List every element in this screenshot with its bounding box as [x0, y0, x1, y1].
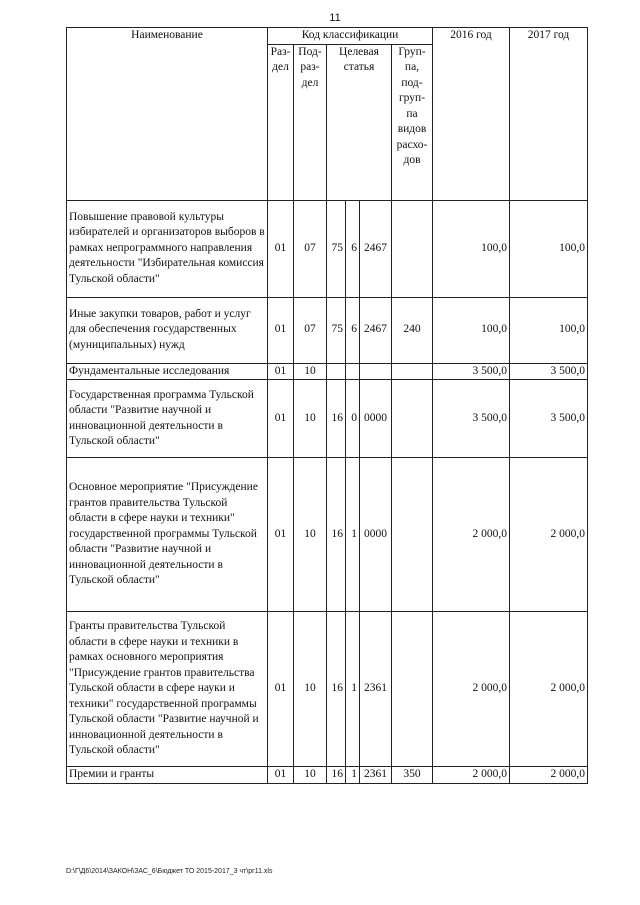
row-target-program: 16 — [327, 767, 346, 784]
row-target-direction: 2467 — [360, 297, 392, 363]
header-name: Наименование — [67, 28, 268, 201]
row-name: Повышение правовой культуры избирателей и организаторов выборов в рамках непрограммного направления деятельности "Избирательная комиссия Тульской области" — [67, 200, 268, 297]
row-subsection: 10 — [294, 458, 327, 612]
row-name: Иные закупки товаров, работ и услуг для обеспечения государственных (муниципальных) нужд — [67, 297, 268, 363]
row-target-direction — [360, 363, 392, 380]
row-value-2016: 2 000,0 — [433, 612, 510, 767]
table-row — [67, 380, 588, 458]
row-group: 350 — [392, 767, 433, 784]
table-row — [67, 767, 588, 784]
row-target-direction: 0000 — [360, 458, 392, 612]
row-target-direction: 0000 — [360, 380, 392, 458]
header-section: Раз-дел — [268, 44, 294, 200]
row-target-program: 75 — [327, 200, 346, 297]
row-target-program: 16 — [327, 380, 346, 458]
row-value-2017: 2 000,0 — [510, 458, 588, 612]
header-year-2016: 2016 год — [433, 28, 510, 201]
row-section: 01 — [268, 767, 294, 784]
row-group — [392, 612, 433, 767]
row-subsection: 07 — [294, 297, 327, 363]
row-value-2017: 3 500,0 — [510, 380, 588, 458]
row-section: 01 — [268, 380, 294, 458]
header-target: Целевая статья — [327, 44, 392, 200]
row-section: 01 — [268, 200, 294, 297]
row-group — [392, 363, 433, 380]
row-target-direction: 2467 — [360, 200, 392, 297]
row-target-subprogram — [346, 363, 360, 380]
row-subsection: 10 — [294, 380, 327, 458]
row-value-2016: 100,0 — [433, 200, 510, 297]
table-body — [67, 200, 588, 784]
header-group: Груп-па, под-груп-па видов расхо-дов — [392, 44, 433, 200]
row-subsection: 10 — [294, 767, 327, 784]
row-section: 01 — [268, 297, 294, 363]
row-target-program: 16 — [327, 458, 346, 612]
row-value-2017: 2 000,0 — [510, 612, 588, 767]
row-target-program: 16 — [327, 612, 346, 767]
row-group — [392, 458, 433, 612]
table-row — [67, 363, 588, 380]
row-section: 01 — [268, 458, 294, 612]
row-target-direction: 2361 — [360, 767, 392, 784]
footer-file-path: D:\Г\Д6\2014\ЗАКОН\ЗАС_6\Бюджет ТО 2015-2017_3 чт\рг11.xls — [66, 868, 273, 875]
row-value-2016: 2 000,0 — [433, 767, 510, 784]
table-row — [67, 612, 588, 767]
row-section: 01 — [268, 612, 294, 767]
table-row — [67, 458, 588, 612]
table-row — [67, 200, 588, 297]
row-target-subprogram: 6 — [346, 200, 360, 297]
header-year-2017: 2017 год — [510, 28, 588, 201]
row-subsection: 10 — [294, 612, 327, 767]
header-subsection: Под-раз-дел — [294, 44, 327, 200]
row-value-2017: 100,0 — [510, 200, 588, 297]
row-value-2017: 3 500,0 — [510, 363, 588, 380]
row-value-2017: 2 000,0 — [510, 767, 588, 784]
row-group: 240 — [392, 297, 433, 363]
row-subsection: 10 — [294, 363, 327, 380]
row-target-direction: 2361 — [360, 612, 392, 767]
row-target-subprogram: 6 — [346, 297, 360, 363]
page-number: 11 — [329, 12, 341, 24]
row-name: Гранты правительства Тульской области в сфере науки и техники в рамках основного мероприятия "Присуждение грантов правительства Тульской области в сфере науки и техники" государственной программы Тульской области "Развитие научной и инновационной деятельности в Тульской области" — [67, 612, 268, 767]
row-target-subprogram: 1 — [346, 767, 360, 784]
row-name: Фундаментальные исследования — [67, 363, 268, 380]
row-value-2016: 100,0 — [433, 297, 510, 363]
row-name: Основное мероприятие "Присуждение грантов правительства Тульской области в сфере науки и техники" государственной программы Тульской области "Развитие научной и инновационной деятельности в Тульской области" — [67, 458, 268, 612]
row-group — [392, 200, 433, 297]
row-target-program: 75 — [327, 297, 346, 363]
row-target-subprogram: 1 — [346, 612, 360, 767]
row-target-subprogram: 0 — [346, 380, 360, 458]
row-name: Государственная программа Тульской области "Развитие научной и инновационной деятельности в Тульской области" — [67, 380, 268, 458]
row-target-program — [327, 363, 346, 380]
header-row-top — [67, 28, 588, 45]
row-subsection: 07 — [294, 200, 327, 297]
row-value-2016: 3 500,0 — [433, 380, 510, 458]
budget-table — [66, 27, 588, 784]
row-value-2016: 3 500,0 — [433, 363, 510, 380]
row-group — [392, 380, 433, 458]
row-section: 01 — [268, 363, 294, 380]
row-name: Премии и гранты — [67, 767, 268, 784]
header-code: Код классификации — [268, 28, 433, 45]
table-row — [67, 297, 588, 363]
row-target-subprogram: 1 — [346, 458, 360, 612]
row-value-2016: 2 000,0 — [433, 458, 510, 612]
row-value-2017: 100,0 — [510, 297, 588, 363]
